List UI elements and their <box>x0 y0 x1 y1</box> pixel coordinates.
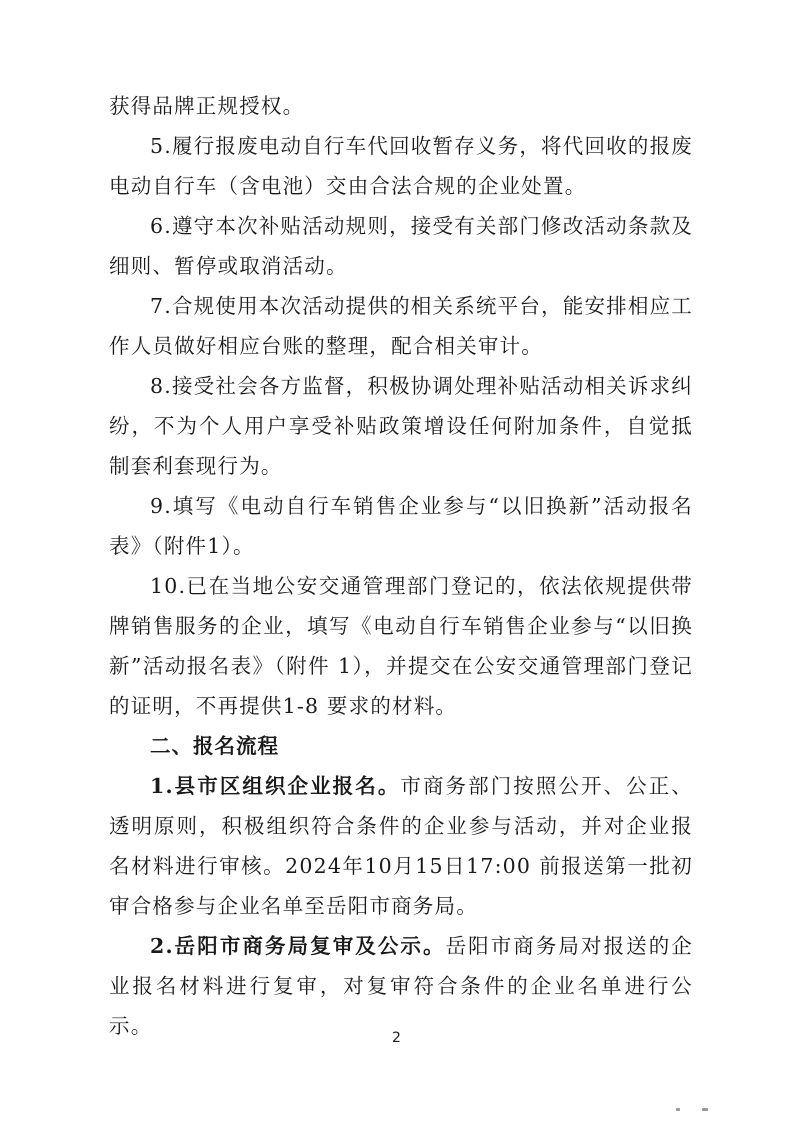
section-heading: 二、报名流程 <box>150 734 279 758</box>
step-1-body: 市商务部门按照公开、公正、透明原则，积极组织符合条件的企业参与活动，并对企业报名材料进行审核。2024年10月15日17:00 前报送第一批初审合格参与企业名单至岳阳市商务局。 <box>109 774 693 918</box>
step-2-title: 2.岳阳市商务局复审及公示。 <box>150 934 446 958</box>
paragraph-item-10: 10.已在当地公安交通管理部门登记的，依法依规提供带牌销售服务的企业，填写《电动自行车销售企业参与“以旧换新”活动报名表》（附件 1），并提交在公安交通管理部门登记的证明，不再提供1-8 要求的材料。 <box>109 574 693 718</box>
step-2-paragraph <box>109 926 693 1046</box>
paragraph-item-7: 7.合规使用本次活动提供的相关系统平台，能安排相应工作人员做好相应台账的整理，配合相关审计。 <box>109 294 693 358</box>
scan-speck <box>676 1108 680 1111</box>
scan-speck <box>702 1108 708 1111</box>
step-1-title: 1.县市区组织企业报名。 <box>150 774 401 798</box>
paragraph-continuation: 获得品牌正规授权。 <box>109 94 305 118</box>
step-1-paragraph <box>109 766 693 926</box>
paragraph-item-5: 5.履行报废电动自行车代回收暂存义务，将代回收的报废电动自行车（含电池）交由合法合规的企业处置。 <box>109 134 693 198</box>
step-2-body: 岳阳市商务局对报送的企业报名材料进行复审，对复审符合条件的企业名单进行公示。 <box>109 934 693 1038</box>
paragraph-item-8: 8.接受社会各方监督，积极协调处理补贴活动相关诉求纠纷，不为个人用户享受补贴政策增设任何附加条件，自觉抵制套利套现行为。 <box>109 374 693 478</box>
paragraph-item-9: 9.填写《电动自行车销售企业参与“以旧换新”活动报名表》（附件1）。 <box>109 494 693 558</box>
page-number: 2 <box>392 1030 401 1046</box>
paragraph-item-6: 6.遵守本次补贴活动规则，接受有关部门修改活动条款及细则、暂停或取消活动。 <box>109 214 693 278</box>
